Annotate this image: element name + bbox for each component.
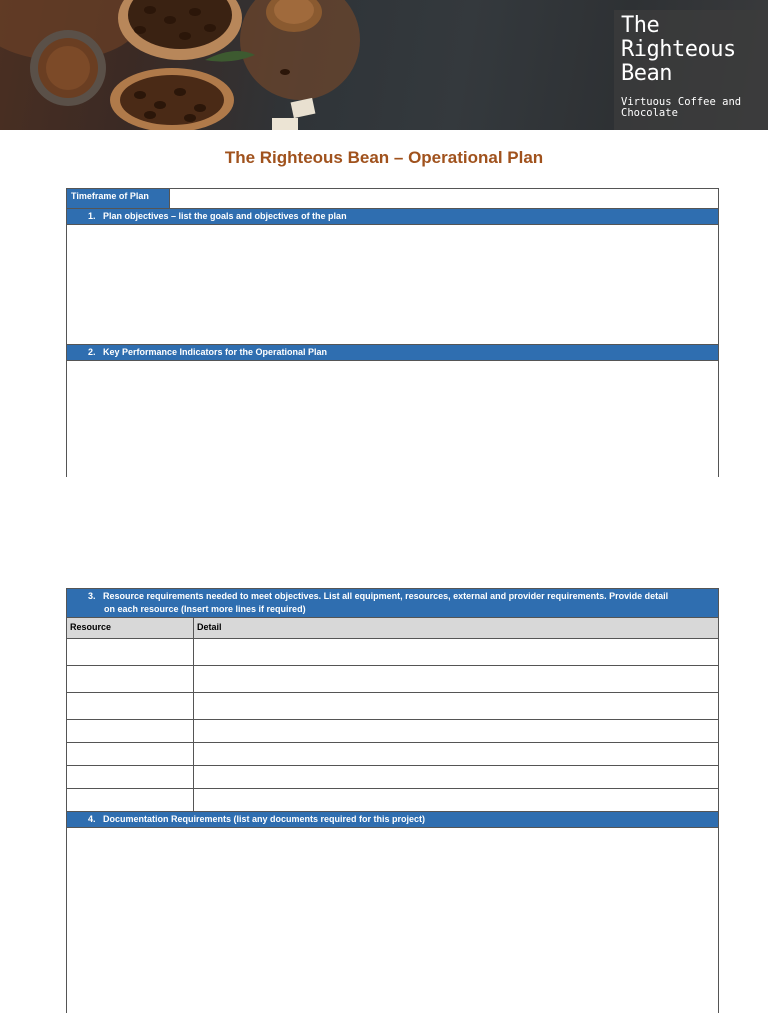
section-4-header: [67, 811, 718, 827]
brand-name: The Righteous Bean: [621, 13, 736, 86]
resource-cell[interactable]: [67, 693, 194, 719]
resource-cell[interactable]: [67, 789, 194, 811]
plan-form-top: [66, 188, 719, 477]
column-detail: Detail: [197, 622, 222, 632]
plan-objectives-field[interactable]: [67, 224, 718, 344]
resource-cell[interactable]: [67, 666, 194, 692]
page-title: The Righteous Bean – Operational Plan: [224, 148, 544, 167]
resource-cell[interactable]: [67, 743, 194, 765]
detail-cell[interactable]: [194, 789, 718, 811]
section-4-label: Documentation Requirements (list any documents required for this project): [103, 814, 426, 824]
brand-tagline: Virtuous Coffee and Chocolate: [621, 96, 742, 119]
detail-cell[interactable]: [194, 743, 718, 765]
detail-cell[interactable]: [194, 666, 718, 692]
section-2-number: 2.: [88, 347, 96, 357]
resource-cell[interactable]: [67, 720, 194, 742]
plan-form-bottom: [66, 588, 719, 1013]
kpi-field[interactable]: [67, 360, 718, 479]
table-row: [67, 719, 718, 742]
resource-cell[interactable]: [67, 766, 194, 788]
detail-cell[interactable]: [194, 693, 718, 719]
table-row: [67, 742, 718, 765]
section-1-label: Plan objectives – list the goals and objectives of the plan: [103, 211, 347, 221]
timeframe-label: Timeframe of Plan: [67, 189, 170, 208]
detail-cell[interactable]: [194, 720, 718, 742]
table-row: [67, 788, 718, 811]
column-resource: Resource: [67, 618, 194, 638]
table-row: [67, 638, 718, 665]
section-3-label-line1: Resource requirements needed to meet objectives. List all equipment, resources, external and provider requirements. Provide detail: [103, 591, 669, 601]
section-3-number: 3.: [88, 591, 96, 601]
section-4-number: 4.: [88, 814, 96, 824]
section-3-header: [67, 589, 718, 617]
detail-cell[interactable]: [194, 766, 718, 788]
resource-cell[interactable]: [67, 639, 194, 665]
table-row: [67, 665, 718, 692]
documentation-field[interactable]: [67, 827, 718, 1014]
timeframe-field[interactable]: [170, 189, 718, 208]
header-banner: [0, 0, 768, 130]
section-2-header: [67, 344, 718, 360]
table-row: [67, 765, 718, 788]
section-3-label-line2: on each resource (Insert more lines if required): [104, 604, 306, 614]
detail-cell[interactable]: [194, 639, 718, 665]
brand-logo: [614, 10, 768, 130]
section-1-number: 1.: [88, 211, 96, 221]
resource-table-header: [67, 617, 718, 638]
section-2-label: Key Performance Indicators for the Operational Plan: [103, 347, 328, 357]
section-1-header: [67, 208, 718, 224]
timeframe-row: [67, 189, 718, 208]
table-row: [67, 692, 718, 719]
